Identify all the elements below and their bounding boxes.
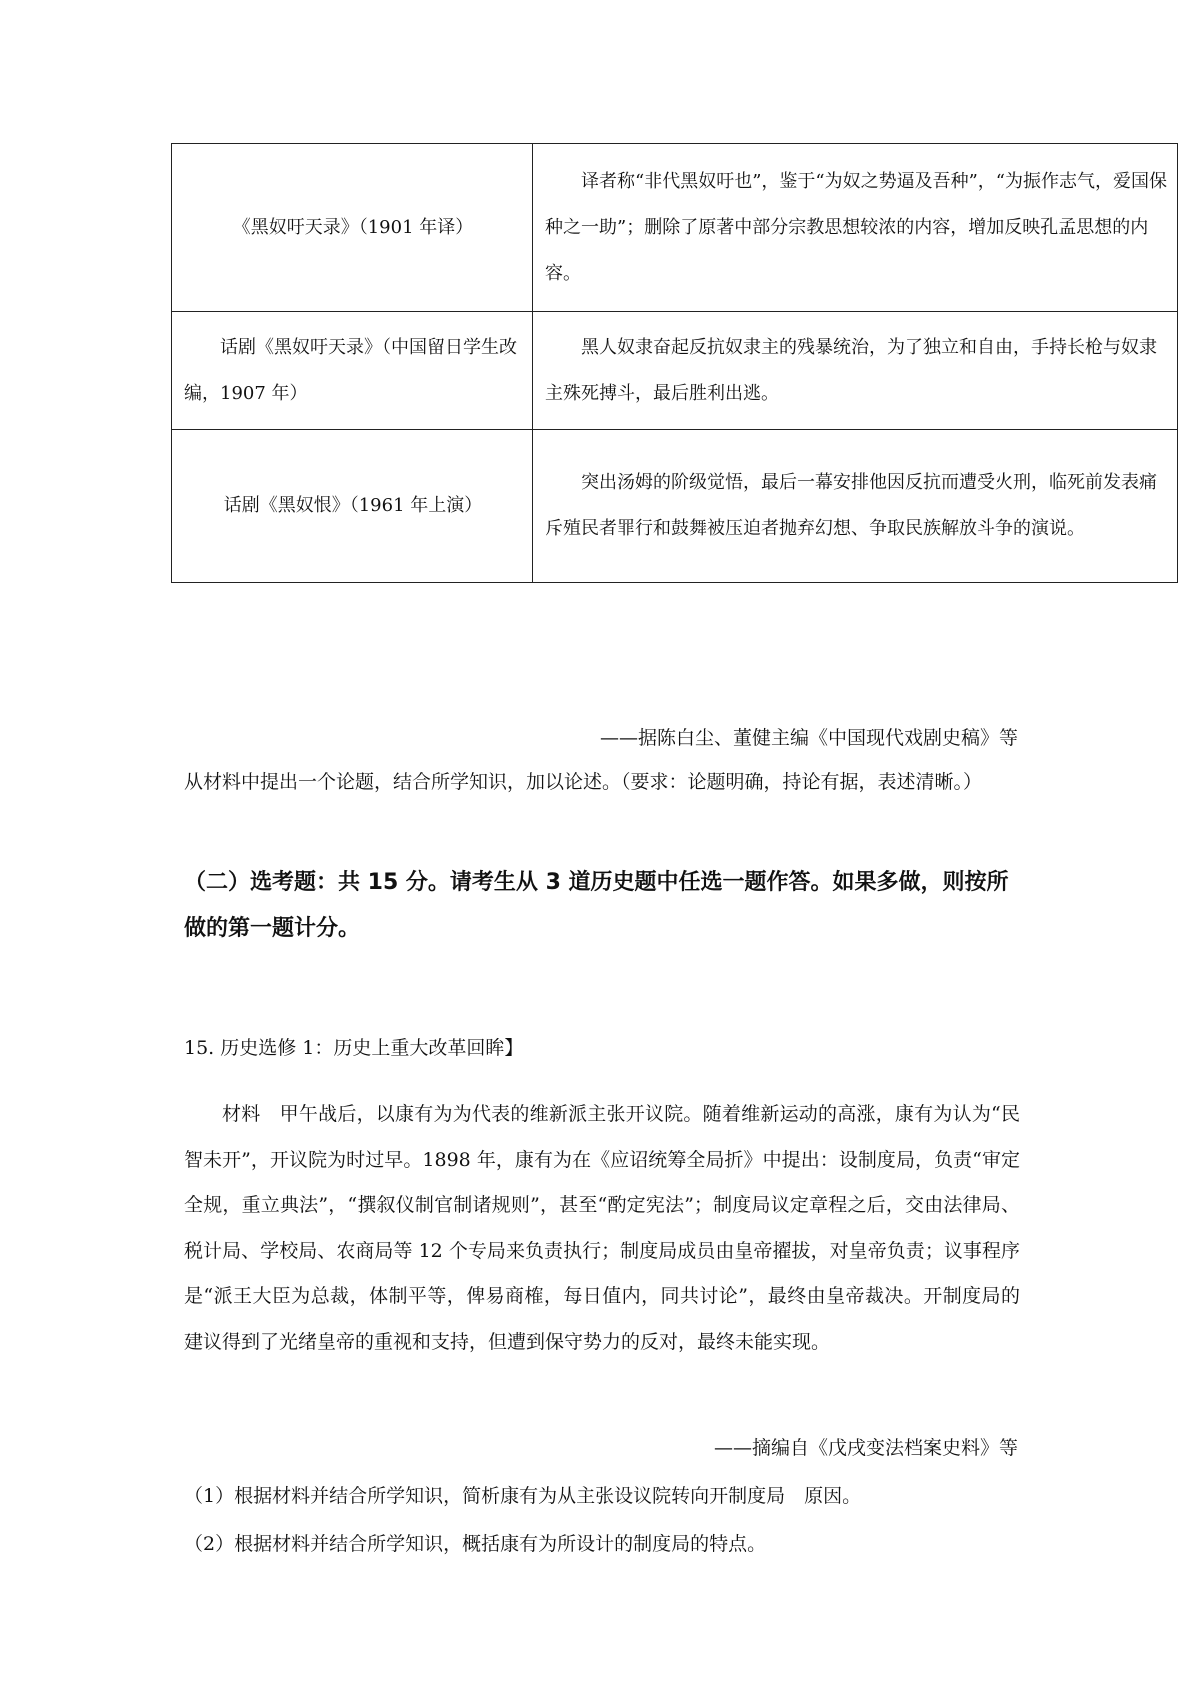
table-cell-description: 突出汤姆的阶级觉悟，最后一幕安排他因反抗而遭受火刑，临死前发表痛斥殖民者罪行和鼓舞被压迫者抛弃幻想、争取民族解放斗争的演说。 [533, 430, 1178, 583]
essay-prompt: 从材料中提出一个论题，结合所学知识，加以论述。（要求：论题明确，持论有据，表述清晰。） [184, 771, 983, 793]
table-cell-description: 黑人奴隶奋起反抗奴隶主的残暴统治，为了独立和自由，手持长枪与奴隶主殊死搏斗，最后胜利出逃。 [533, 312, 1178, 430]
table-row [172, 430, 1178, 583]
table-row [172, 144, 1178, 312]
table-source-citation: ——据陈白尘、董健主编《中国现代戏剧史稿》等 [599, 727, 1018, 749]
table-cell-work: 《黑奴吁天录》（1901 年译） [172, 144, 533, 312]
question-15-material: 材料 甲午战后，以康有为为代表的维新派主张开议院。随着维新运动的高涨，康有为认为“民智未开”，开议院为时过早。1898 年，康有为在《应诏统筹全局折》中提出：设制度局，负责“审定全规，重立典法”，“撰叙仪制官制诸规则”，甚至“酌定宪法”；制度局议定章程之后，交由法律局、税计局、学校局、农商局等 12 个专局来负责执行；制度局成员由皇帝擢拔，对皇帝负责；议事程序是“派王大臣为总裁，体制平等，俾易商榷，每日值内，同共讨论”，最终由皇帝裁决。开制度局的建议得到了光绪皇帝的重视和支持，但遭到保守势力的反对，最终未能实现。 [184, 1103, 1020, 1353]
section-heading: （二）选考题：共 15 分。请考生从 3 道历史题中任选一题作答。如果多做，则按所做的第一题计分。 [184, 870, 1009, 941]
table-cell-work: 话剧《黑奴恨》（1961 年上演） [172, 430, 533, 583]
table-row [172, 312, 1178, 430]
question-15-source: ——摘编自《戊戌变法档案史料》等 [713, 1437, 1018, 1459]
question-15-title: 15. 历史选修 1：历史上重大改革回眸】 [184, 1037, 524, 1059]
table-cell-description: 译者称“非代黑奴吁也”，鉴于“为奴之势逼及吾种”，“为振作志气，爱国保种之一助”；删除了原著中部分宗教思想较浓的内容，增加反映孔孟思想的内容。 [533, 144, 1178, 312]
table-cell-work: 话剧《黑奴吁天录》（中国留日学生改编，1907 年） [172, 312, 533, 430]
comparison-table [171, 143, 1178, 583]
question-15-sub-1: （1）根据材料并结合所学知识，简析康有为从主张设议院转向开制度局 原因。 [184, 1485, 862, 1507]
question-15-sub-2: （2）根据材料并结合所学知识，概括康有为所设计的制度局的特点。 [184, 1533, 767, 1555]
